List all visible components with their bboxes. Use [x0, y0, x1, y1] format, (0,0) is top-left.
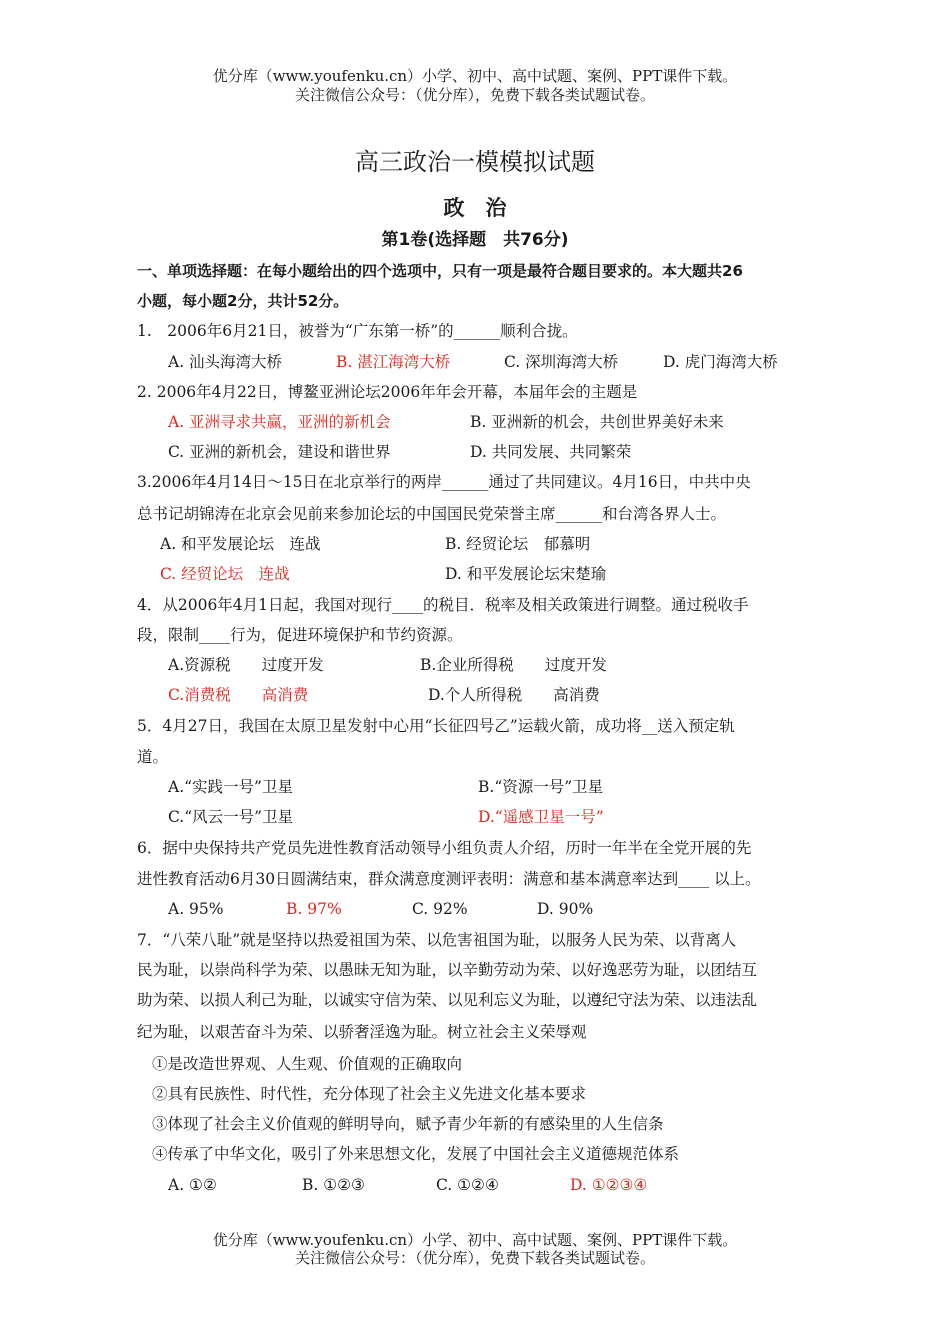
question-7-option-d: D. ①②③④ — [570, 1176, 648, 1194]
question-1-option-d: D. 虎门海湾大桥 — [663, 353, 778, 371]
question-7-stem-line-4: 纪为耻，以艰苦奋斗为荣、以骄奢淫逸为耻。树立社会主义荣辱观 — [137, 1023, 587, 1041]
question-7-stem-line-3: 助为荣、以损人利己为耻，以诚实守信为荣、以见利忘义为耻，以遵纪守法为荣、以违法乱 — [137, 991, 758, 1009]
question-7-option-b: B. ①②③ — [302, 1176, 365, 1194]
question-6-stem-line-1: 6．据中央保持共产党员先进性教育活动领导小组负责人介绍，历时一年半在全党开展的先 — [137, 839, 752, 857]
question-3-option-d: D. 和平发展论坛宋楚瑜 — [445, 565, 607, 583]
header-line-2: 关注微信公众号：（优分库），免费下载各类试题试卷。 — [294, 86, 655, 104]
question-2-option-d: D. 共同发展、共同繁荣 — [470, 443, 632, 461]
question-4-option-d: D.个人所得税 高消费 — [428, 686, 600, 704]
question-6-option-c: C. 92% — [412, 900, 468, 918]
question-3-stem-line-2: 总书记胡锦涛在北京会见前来参加论坛的中国国民党荣誉主席______和台湾各界人士。 — [137, 505, 727, 523]
question-5-option-b: B.“资源一号”卫星 — [478, 778, 604, 796]
question-2-option-a: A. 亚洲寻求共赢，亚洲的新机会 — [168, 413, 391, 431]
header-line-1: 优分库（www.youfenku.cn）小学、初中、高中试题、案例、PPT课件下载。 — [212, 67, 738, 85]
question-7-statement-3: ③体现了社会主义价值观的鲜明导向，赋予青少年新的有感染里的人生信条 — [152, 1115, 664, 1133]
question-4-option-b: B.企业所得税 过度开发 — [420, 656, 607, 674]
question-5-option-a: A.“实践一号”卫星 — [168, 778, 293, 796]
question-2-option-b: B. 亚洲新的机会，共创世界美好未来 — [470, 413, 724, 431]
question-1-option-c: C. 深圳海湾大桥 — [504, 353, 619, 371]
question-7-option-a: A. ①② — [168, 1176, 217, 1194]
question-3-option-c: C. 经贸论坛 连战 — [160, 565, 290, 583]
question-1-option-a: A. 汕头海湾大桥 — [168, 353, 283, 371]
question-7-statement-4: ④传承了中华文化，吸引了外来思想文化，发展了中国社会主义道德规范体系 — [152, 1145, 680, 1163]
question-1-stem: 1. 2006年6月21日，被誉为“广东第一桥”的______顺利合拢。 — [137, 322, 578, 340]
question-3-option-a: A. 和平发展论坛 连战 — [160, 535, 321, 553]
page-title: 高三政治一模模拟试题 — [355, 148, 595, 176]
question-4-option-c: C.消费税 高消费 — [168, 686, 309, 704]
question-4-option-a: A.资源税 过度开发 — [168, 656, 324, 674]
question-2-stem: 2. 2006年4月22日，博鳌亚洲论坛2006年年会开幕，本届年会的主题是 — [137, 383, 638, 401]
footer-line-2: 关注微信公众号：（优分库），免费下载各类试题试卷。 — [294, 1249, 655, 1267]
section-instruction-2: 小题，每小题2分，共计52分。 — [137, 292, 349, 310]
footer-line-1: 优分库（www.youfenku.cn）小学、初中、高中试题、案例、PPT课件下载。 — [212, 1231, 738, 1249]
volume-title: 第1卷(选择题 共76分) — [381, 230, 569, 250]
question-1-option-b: B. 湛江海湾大桥 — [336, 353, 451, 371]
question-4-stem-line-2: 段，限制____行为，促进环境保护和节约资源。 — [137, 626, 463, 644]
question-7-statement-1: ①是改造世界观、人生观、价值观的正确取向 — [152, 1055, 463, 1073]
question-5-stem-line-1: 5．4月27日，我国在太原卫星发射中心用“长征四号乙”运载火箭，成功将__送入预定轨 — [137, 717, 735, 735]
question-6-option-b: B. 97% — [286, 900, 342, 918]
question-5-option-d: D.“遥感卫星一号” — [478, 808, 604, 826]
question-7-option-c: C. ①②④ — [436, 1176, 499, 1194]
question-6-option-a: A. 95% — [168, 900, 224, 918]
question-2-option-c: C. 亚洲的新机会，建设和谐世界 — [168, 443, 391, 461]
question-6-option-d: D. 90% — [537, 900, 594, 918]
question-3-option-b: B. 经贸论坛 郁慕明 — [445, 535, 591, 553]
question-4-stem-line-1: 4．从2006年4月1日起，我国对现行____的税目．税率及相关政策进行调整。通过税收手 — [137, 596, 749, 614]
question-6-stem-line-2: 进性教育活动6月30日圆满结束，群众满意度测评表明：满意和基本满意率达到____ 以上。 — [137, 870, 761, 888]
question-7-stem-line-1: 7．“八荣八耻”就是坚持以热爱祖国为荣、以危害祖国为耻，以服务人民为荣、以背离人 — [137, 931, 737, 949]
question-3-stem-line-1: 3.2006年4月14日～15日在北京举行的两岸______通过了共同建议。4月16日，中共中央 — [137, 473, 751, 491]
question-7-statement-2: ②具有民族性、时代性，充分体现了社会主义先进文化基本要求 — [152, 1085, 587, 1103]
question-7-stem-line-2: 民为耻，以崇尚科学为荣、以愚昧无知为耻，以辛勤劳动为荣、以好逸恶劳为耻，以团结互 — [137, 961, 758, 979]
question-5-option-c: C.“风云一号”卫星 — [168, 808, 294, 826]
question-5-stem-line-2: 道。 — [137, 748, 169, 766]
subject-title: 政 治 — [443, 196, 507, 220]
section-instruction-1: 一、单项选择题：在每小题给出的四个选项中，只有一项是最符合题目要求的。本大题共26 — [137, 262, 743, 280]
